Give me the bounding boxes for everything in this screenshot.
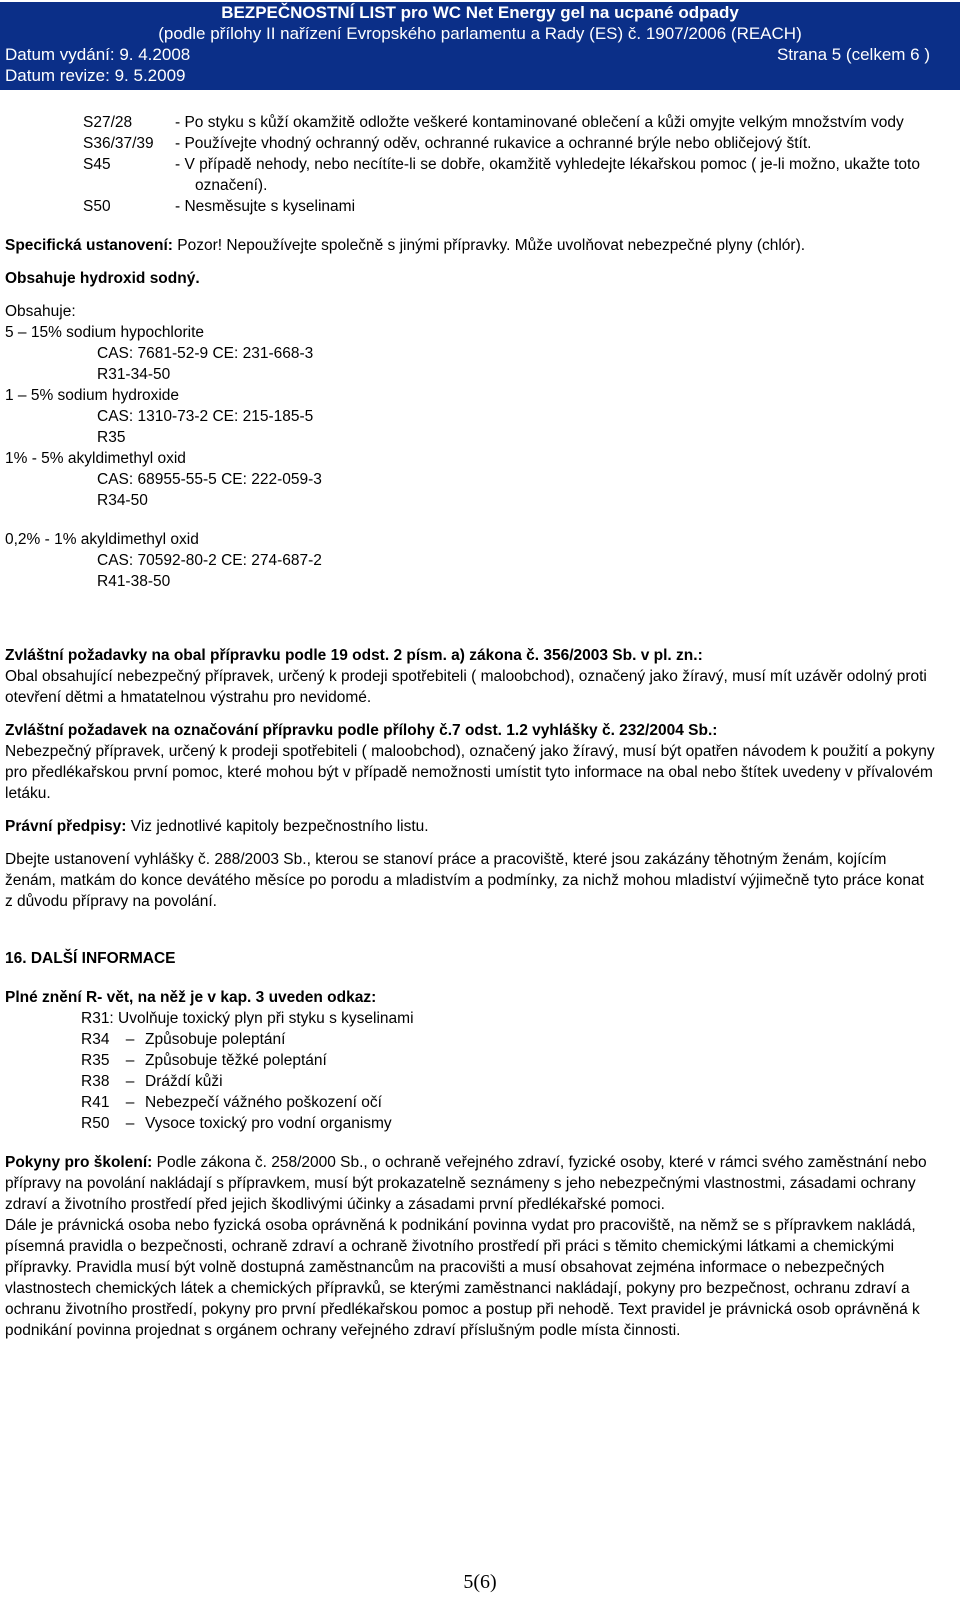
revision-date: Datum revize: 9. 5.2009 [5, 66, 186, 85]
r-phrase-code: R41 [81, 1094, 110, 1111]
composition-line: R41-38-50 [97, 573, 171, 590]
document-body [5, 112, 935, 1341]
composition-line: R35 [97, 429, 126, 446]
composition-line: 1% - 5% akyldimethyl oxid [5, 450, 186, 467]
specific-provisions [5, 235, 935, 256]
composition-line: 5 – 15% sodium hypochlorite [5, 324, 205, 341]
r-phrase-dash: – [125, 1094, 135, 1111]
r-phrase-r31: R31: Uvolňuje toxický plyn při styku s kyselinami [81, 1010, 414, 1027]
s-phrase-text: - Používejte vhodný ochranný oděv, ochranné rukavice a ochranné brýle nebo obličejový štít. [175, 135, 812, 152]
document-header [0, 2, 960, 90]
labeling-heading: Zvláštní požadavek na označování přípravku podle přílohy č.7 odst. 1.2 vyhlášky č. 232/2004 Sb.: [5, 722, 718, 739]
s-phrase-text: - Nesměsujte s kyselinami [175, 198, 356, 215]
r-phrase-code: R50 [81, 1115, 110, 1132]
composition-line: CAS: 7681-52-9 CE: 231-668-3 [97, 345, 314, 362]
r-phrase-dash: – [125, 1073, 135, 1090]
header-row-revision [0, 65, 960, 86]
r-phrase-text: Způsobuje těžké poleptání [145, 1052, 327, 1069]
issue-date: Datum vydání: 9. 4.2008 [5, 45, 191, 64]
s-phrase-row [83, 112, 935, 133]
composition-line: 0,2% - 1% akyldimethyl oxid [5, 531, 199, 548]
page-info: Strana 5 (celkem 6 ) [776, 45, 930, 64]
s-phrase-row [83, 133, 935, 154]
s-phrase-code: S45 [83, 156, 111, 173]
r-phrase-dash: – [125, 1052, 135, 1069]
labeling-text: Nebezpečný přípravek, určený k prodeji spotřebiteli ( maloobchod), označený jako žíravý, musí být opatřen návodem k použití a pokyny pro předlékařskou první pomoc, které mohou být v případě nemožnosti umístit tyto informace na obal nebo štítek uvedeny v přívalovém letáku. [5, 743, 935, 802]
r-phrase-dash: – [125, 1115, 135, 1132]
r-phrase-text: Nebezpečí vážného poškození očí [145, 1094, 382, 1111]
s-phrase-code: S27/28 [83, 114, 133, 131]
section16-heading: 16. DALŠÍ INFORMACE [5, 950, 176, 967]
r-phrase-row [81, 1029, 935, 1050]
r-phrase-text: Vysoce toxický pro vodní organismy [145, 1115, 392, 1132]
r-phrase-row [81, 1113, 935, 1134]
specific-text: Pozor! Nepoužívejte společně s jinými přípravky. Může uvolňovat nebezpečné plyny (chlór). [172, 237, 806, 254]
packaging-text: Obal obsahující nebezpečný přípravek, určený k prodeji spotřebiteli ( maloobchod), označený jako žíravý, musí mít uzávěr odolný proti otevření dětmi a hmatatelnou výstrahu pro nevidomé. [5, 668, 927, 706]
r-phrase-text: Způsobuje poleptání [145, 1031, 286, 1048]
composition-line: CAS: 70592-80-2 CE: 274-687-2 [97, 552, 322, 569]
composition-line: CAS: 68955-55-5 CE: 222-059-3 [97, 471, 322, 488]
training-label: Pokyny pro školení: [5, 1154, 153, 1171]
document-title: BEZPEČNOSTNÍ LIST pro WC Net Energy gel na ucpané odpady [221, 3, 739, 22]
s-phrase-code: S50 [83, 198, 111, 215]
specific-label: Specifická ustanovení: [5, 237, 173, 254]
s-phrase-text: - Po styku s kůží okamžitě odložte veškeré kontaminované oblečení a kůži omyjte velkým množstvím vody [175, 114, 904, 131]
r-phrase-text: Dráždí kůži [145, 1073, 223, 1090]
composition-line: 1 – 5% sodium hydroxide [5, 387, 180, 404]
r-phrase-code: R35 [81, 1052, 110, 1069]
r-phrases-heading: Plné znění R- vět, na něž je v kap. 3 uveden odkaz: [5, 989, 377, 1006]
r-phrase-code: R38 [81, 1073, 110, 1090]
packaging-heading: Zvláštní požadavky na obal přípravku podle 19 odst. 2 písm. a) zákona č. 356/2003 Sb. v pl. zn.: [5, 647, 703, 664]
page-number: 5(6) [463, 1571, 497, 1593]
training-text: Podle zákona č. 258/2000 Sb., o ochraně veřejného zdraví, fyzické osoby, které v rámci svého zaměstnání nebo přípravy na povolání nakládají s přípravkem, musí být prokazatelně seznámeny s jeho nebezpečnými vlastnostmi, zásadami ochrany zdraví a životního prostředí před jejich škodlivými účinky a zásadami první předlékařské pomoci. [5, 1154, 927, 1213]
r-phrase-row [81, 1092, 935, 1113]
composition-line: R31-34-50 [97, 366, 171, 383]
composition-line: R34-50 [97, 492, 148, 509]
training-paragraph [5, 1152, 935, 1215]
header-row-dates [0, 44, 960, 65]
contains-label: Obsahuje: [5, 303, 76, 320]
training-paragraph-2: Dále je právnická osoba nebo fyzická osoba oprávněná k podnikání povinna vydat pro pracoviště, na němž se s přípravkem nakládá, písemná pravidla o bezpečnosti, ochraně zdraví a ochraně životního prostředí při práci s těmito chemickými látkami a chemickými přípravky. Pravidla musí být volně dostupná zaměstnancům na pracovišti a musí obsahovat zejména informace o nebezpečných vlastnostech chemických látek a chemických přípravků, se kterými zaměstnanci nakládají, pokyny pro bezpečnost, ochranu zdraví a ochranu životního prostředí, pokyny pro první předlékařskou pomoc a postup při nehodě. Text pravidel je právnická osob oprávněná k podnikání povinna projednat s orgánem ochrany veřejného zdraví příslušným podle místa činnosti. [5, 1217, 920, 1339]
r-phrase-code: R34 [81, 1031, 110, 1048]
contains-naoh: Obsahuje hydroxid sodný. [5, 270, 200, 287]
r-phrase-row [81, 1050, 935, 1071]
r-phrase-row [81, 1071, 935, 1092]
legal-regulations [5, 816, 935, 837]
s-phrase-text: - V případě nehody, nebo necítíte-li se dobře, okamžitě vyhledejte lékařskou pomoc ( je-li možno, ukažte toto označení). [175, 156, 920, 194]
s-phrase-code: S36/37/39 [83, 135, 154, 152]
decree-text: Dbejte ustanovení vyhlášky č. 288/2003 Sb., kterou se stanoví práce a pracoviště, které jsou zakázány těhotným ženám, kojícím ženám, matkám do konce devátého měsíce po porodu a mladistvím a podmínky, za nichž mohou mladiství výjimečně tyto práce konat z důvodu přípravy na povolání. [5, 851, 924, 910]
r-phrase-dash: – [125, 1031, 135, 1048]
composition-line: CAS: 1310-73-2 CE: 215-185-5 [97, 408, 314, 425]
s-phrase-row [83, 196, 935, 217]
r-phrases-list [81, 1008, 935, 1134]
s-phrases-table [83, 112, 935, 217]
legal-text: Viz jednotlivé kapitoly bezpečnostního listu. [126, 818, 429, 835]
document-subtitle: (podle přílohy II nařízení Evropského parlamentu a Rady (ES) č. 1907/2006 (REACH) [158, 24, 802, 43]
s-phrase-row [83, 154, 935, 196]
legal-label: Právní předpisy: [5, 818, 127, 835]
